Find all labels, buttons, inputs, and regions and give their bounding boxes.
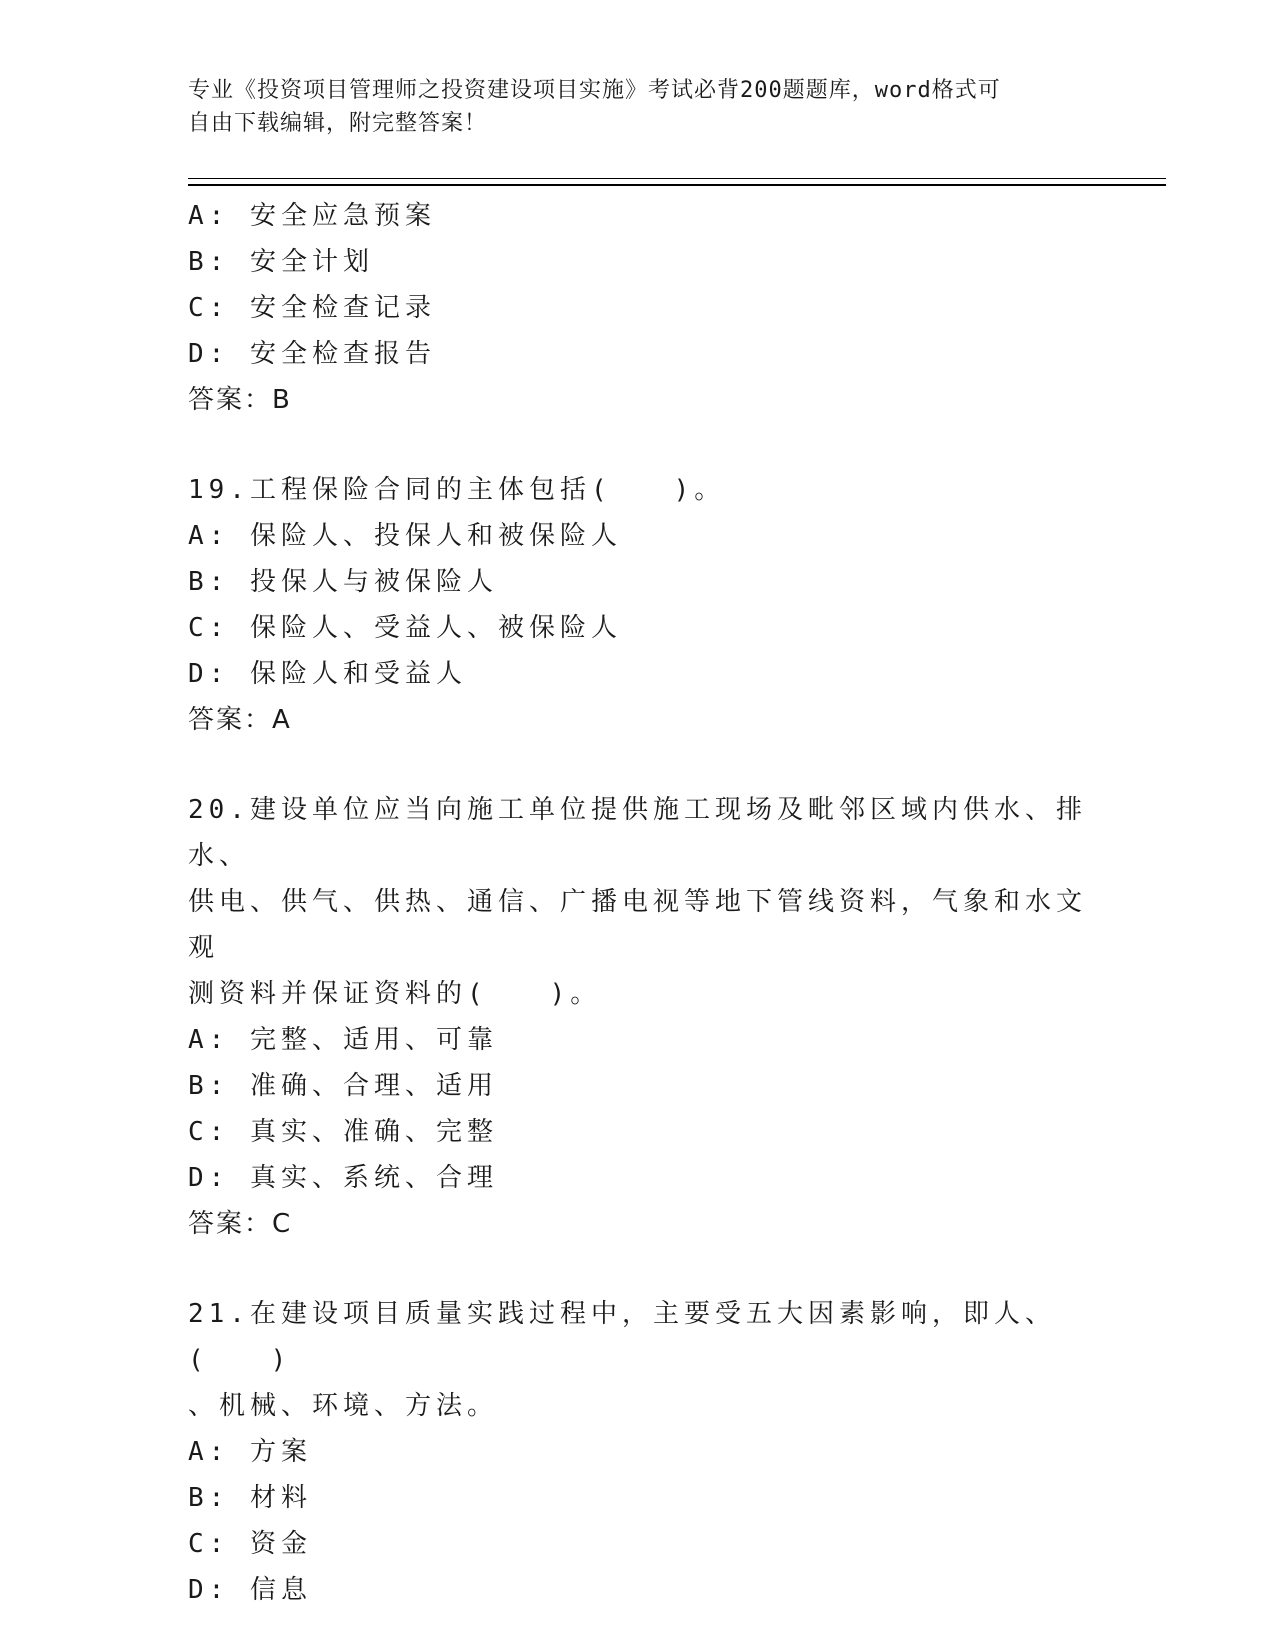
spacer xyxy=(188,1247,1088,1291)
option-a: A: 完整、适用、可靠 xyxy=(188,1025,498,1055)
option-b: B: 安全计划 xyxy=(188,247,374,277)
option-d: D: 保险人和受益人 xyxy=(188,659,467,689)
question-block-19 xyxy=(188,467,1088,743)
question-block-21 xyxy=(188,1291,1088,1613)
option-b: B: 准确、合理、适用 xyxy=(188,1071,498,1101)
question-block-20 xyxy=(188,787,1088,1247)
option-b: B: 材料 xyxy=(188,1483,312,1513)
question-list xyxy=(188,193,1088,1613)
header-divider xyxy=(188,178,1166,186)
option-d: D: 信息 xyxy=(188,1575,312,1605)
spacer xyxy=(188,423,1088,467)
question-stem-line-1: 21.在建设项目质量实践过程中，主要受五大因素影响，即人、( ) xyxy=(188,1299,1056,1375)
answer-label: 答案：A xyxy=(188,705,292,735)
header-line-1: 专业《投资项目管理师之投资建设项目实施》考试必背200题题库，word格式可 xyxy=(188,78,1001,103)
question-stem-line-1: 20.建设单位应当向施工单位提供施工现场及毗邻区域内供水、排水、 xyxy=(188,795,1087,871)
option-d: D: 真实、系统、合理 xyxy=(188,1163,498,1193)
header-line-2: 自由下载编辑，附完整答案！ xyxy=(188,111,488,136)
option-a: A: 安全应急预案 xyxy=(188,201,436,231)
option-c: C: 保险人、受益人、被保险人 xyxy=(188,613,622,643)
option-a: A: 方案 xyxy=(188,1437,312,1467)
question-stem-line-3: 测资料并保证资料的( )。 xyxy=(188,979,602,1009)
option-c: C: 安全检查记录 xyxy=(188,293,436,323)
option-c: C: 真实、准确、完整 xyxy=(188,1117,498,1147)
document-header xyxy=(188,74,1068,140)
option-b: B: 投保人与被保险人 xyxy=(188,567,498,597)
question-stem: 19.工程保险合同的主体包括( )。 xyxy=(188,475,726,505)
option-c: C: 资金 xyxy=(188,1529,312,1559)
answer-label: 答案：B xyxy=(188,385,292,415)
question-stem-line-2: 、机械、环境、方法。 xyxy=(188,1391,499,1421)
option-a: A: 保险人、投保人和被保险人 xyxy=(188,521,622,551)
option-d: D: 安全检查报告 xyxy=(188,339,436,369)
spacer xyxy=(188,743,1088,787)
answer-label: 答案：C xyxy=(188,1209,293,1239)
question-block-18 xyxy=(188,193,1088,423)
question-stem-line-2: 供电、供气、供热、通信、广播电视等地下管线资料，气象和水文观 xyxy=(188,887,1088,963)
